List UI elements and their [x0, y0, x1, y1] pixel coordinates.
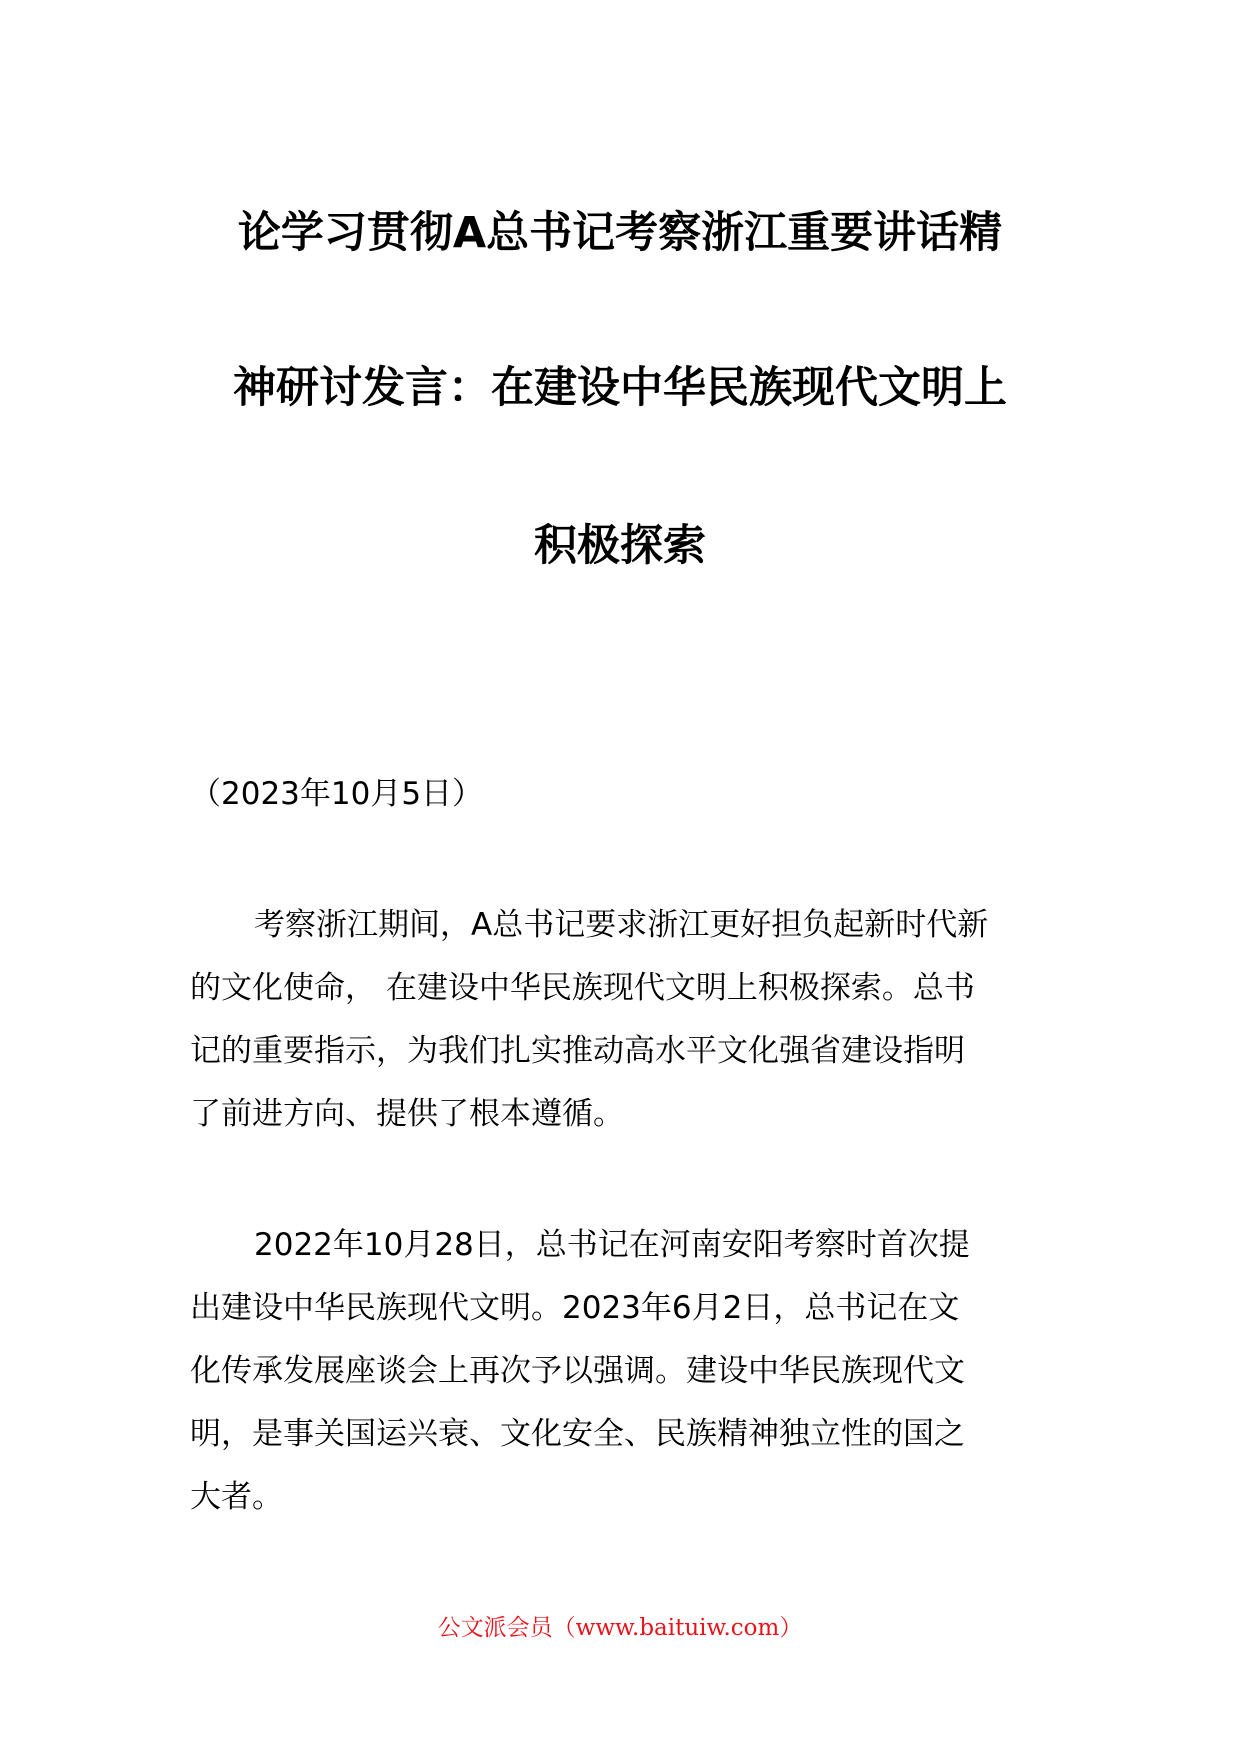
document-title-line-3: 积极探索 — [534, 521, 706, 571]
paragraph-line: 了前进方向、提供了根本遵循。 — [190, 1096, 624, 1132]
document-date: （2023年10月5日） — [190, 776, 484, 812]
paragraph-line: 考察浙江期间，A总书记要求浙江更好担负起新时代新 — [254, 907, 989, 943]
document-title-line-2: 神研讨发言：在建设中华民族现代文明上 — [233, 363, 1007, 413]
paragraph-line: 大者。 — [190, 1479, 283, 1515]
paragraph-line: 的文化使命， 在建设中华民族现代文明上积极探索。总书 — [190, 970, 975, 1006]
footer-watermark-text: 公文派会员（www.baituiw.com） — [437, 1615, 803, 1641]
paragraph-line: 化传承发展座谈会上再次予以强调。建设中华民族现代文 — [190, 1353, 965, 1389]
paragraph-2 — [190, 1214, 1052, 1529]
paragraph-line: 记的重要指示，为我们扎实推动高水平文化强省建设指明 — [190, 1033, 965, 1069]
paragraph-line: 明，是事关国运兴衰、文化安全、民族精神独立性的国之 — [190, 1416, 965, 1452]
paragraph-1 — [190, 894, 1052, 1146]
paragraph-line: 2022年10月28日，总书记在河南安阳考察时首次提 — [254, 1227, 970, 1263]
document-title-line-1: 论学习贯彻A总书记考察浙江重要讲话精 — [237, 208, 1003, 258]
paragraph-line: 出建设中华民族现代文明。2023年6月2日，总书记在文 — [190, 1290, 960, 1326]
